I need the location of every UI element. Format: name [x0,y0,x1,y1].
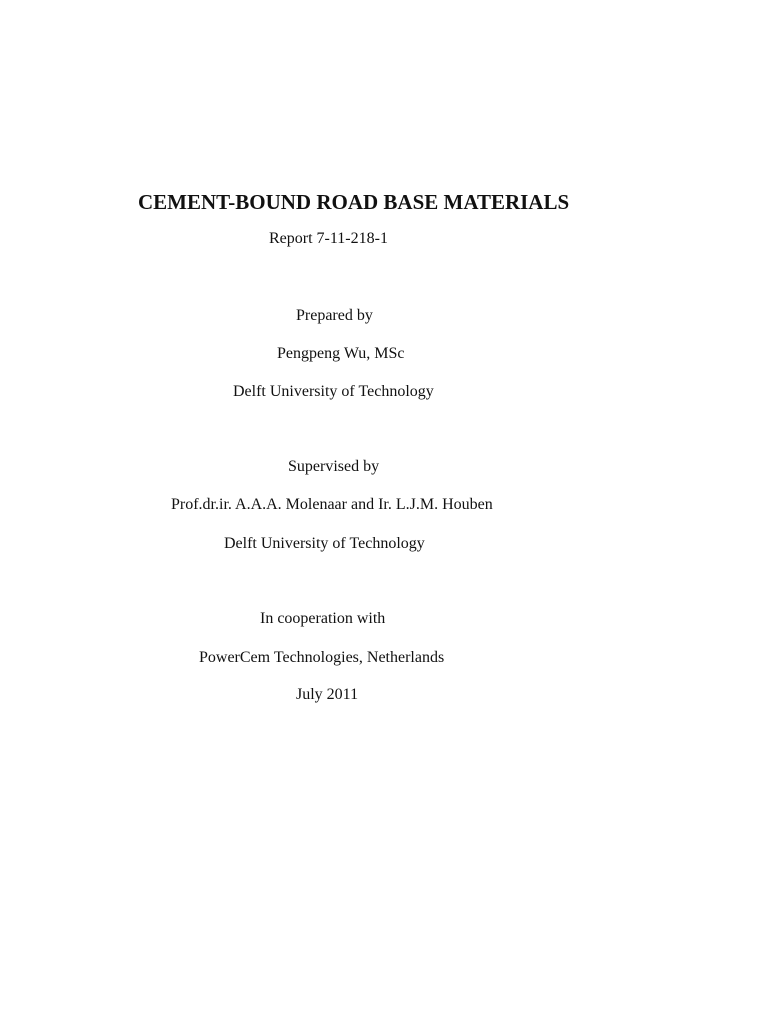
report-number: Report 7-11-218-1 [269,230,388,247]
author-name: Pengpeng Wu, MSc [277,345,405,362]
prepared-by-label: Prepared by [296,307,373,324]
cooperation-label: In cooperation with [260,610,386,627]
publication-date: July 2011 [296,686,359,703]
supervisors-affiliation: Delft University of Technology [224,535,425,552]
document-title: CEMENT-BOUND ROAD BASE MATERIALS [138,190,570,214]
partner-organization: PowerCem Technologies, Netherlands [199,649,445,666]
author-affiliation: Delft University of Technology [233,383,434,400]
supervised-by-label: Supervised by [288,458,380,475]
supervisors-names: Prof.dr.ir. A.A.A. Molenaar and Ir. L.J.M. Houben [171,496,493,513]
